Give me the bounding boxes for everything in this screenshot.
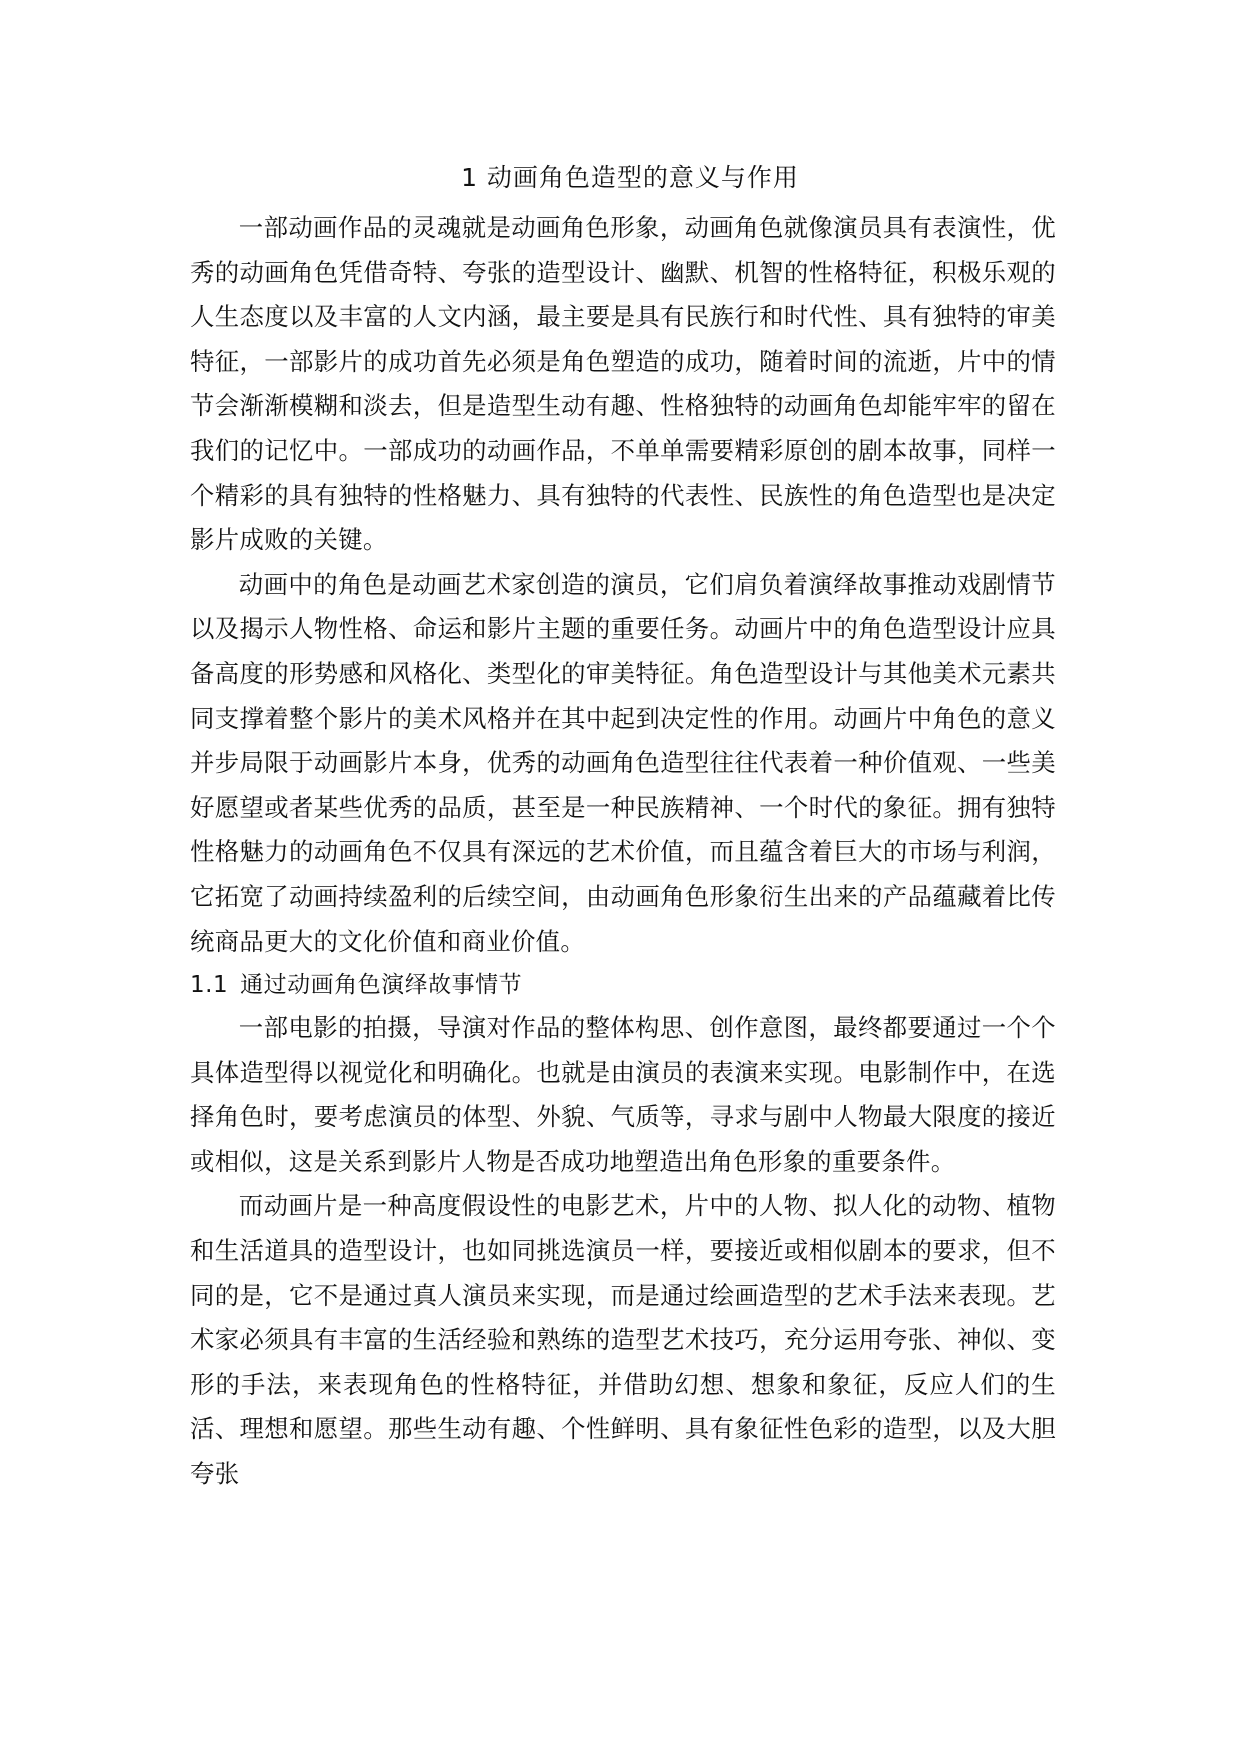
- paragraph: 一部电影的拍摄，导演对作品的整体构思、创作意图，最终都要通过一个个具体造型得以视觉化和明确化。也就是由演员的表演来实现。电影制作中，在选择角色时，要考虑演员的体型、外貌、气质等，寻求与剧中人物最大限度的接近或相似，这是关系到影片人物是否成功地塑造出角色形象的重要条件。: [190, 1013, 1056, 1176]
- paragraph: 一部动画作品的灵魂就是动画角色形象，动画角色就像演员具有表演性，优秀的动画角色凭借奇特、夸张的造型设计、幽默、机智的性格特征，积极乐观的人生态度以及丰富的人文内涵，最主要是具有民族行和时代性、具有独特的审美特征，一部影片的成功首先必须是角色塑造的成功，随着时间的流逝，片中的情节会渐渐模糊和淡去，但是造型生动有趣、性格独特的动画角色却能牢牢的留在我们的记忆中。一部成功的动画作品，不单单需要精彩原创的剧本故事，同样一个精彩的具有独特的性格魅力、具有独特的代表性、民族性的角色造型也是决定影片成败的关键。: [190, 213, 1056, 555]
- paragraph: 而动画片是一种高度假设性的电影艺术，片中的人物、拟人化的动物、植物和生活道具的造型设计，也如同挑选演员一样，要接近或相似剧本的要求，但不同的是，它不是通过真人演员来实现，而是通过绘画造型的艺术手法来表现。艺术家必须具有丰富的生活经验和熟练的造型艺术技巧，充分运用夸张、神似、变形的手法，来表现角色的性格特征，并借助幻想、想象和象征，反应人们的生活、理想和愿望。那些生动有趣、个性鲜明、具有象征性色彩的造型，以及大胆夸张: [190, 1191, 1056, 1489]
- section-heading: [190, 964, 1056, 1006]
- chapter-title: 1 动画角色造型的意义与作用: [461, 163, 799, 192]
- document-page: [190, 158, 1056, 1497]
- section-title: 通过动画角色演绎故事情节: [240, 972, 523, 999]
- section-number: 1.1: [190, 972, 229, 999]
- paragraph: 动画中的角色是动画艺术家创造的演员，它们肩负着演绎故事推动戏剧情节以及揭示人物性格、命运和影片主题的重要任务。动画片中的角色造型设计应具备高度的形势感和风格化、类型化的审美特征。角色造型设计与其他美术元素共同支撑着整个影片的美术风格并在其中起到决定性的作用。动画片中角色的意义并步局限于动画影片本身，优秀的动画角色造型往往代表着一种价值观、一些美好愿望或者某些优秀的品质，甚至是一种民族精神、一个时代的象征。拥有独特性格魅力的动画角色不仅具有深远的艺术价值，而且蕴含着巨大的市场与利润，它拓宽了动画持续盈利的后续空间，由动画角色形象衍生出来的产品蕴藏着比传统商品更大的文化价值和商业价值。: [190, 569, 1056, 956]
